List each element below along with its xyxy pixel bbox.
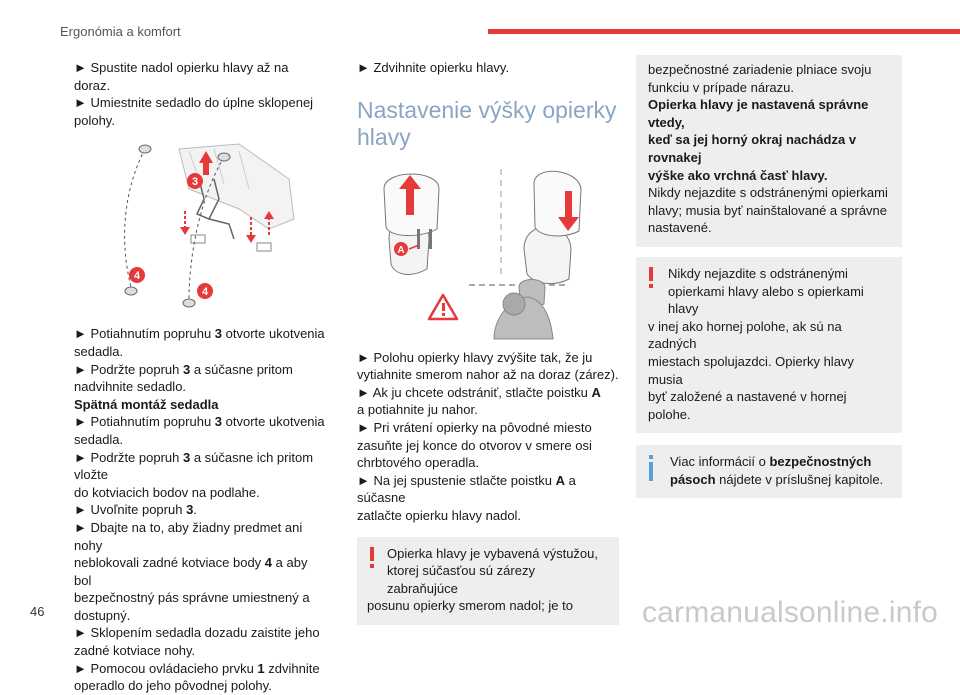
text-run: otvorte ukotvenia: [222, 326, 325, 342]
text-run: a súčasne: [357, 472, 576, 506]
text-line: [357, 401, 619, 419]
warning-text-line: v inej ako hornej polohe, ak sú na zadných: [648, 318, 842, 352]
warning-box-rear-passengers: [636, 257, 902, 433]
info-box-seatbelts: [636, 445, 902, 498]
text-line: [74, 501, 326, 519]
text-line: [74, 519, 326, 554]
text-run: hlavy; musia byť nainštalované a správne: [648, 202, 888, 218]
text-run: a aby bol: [74, 555, 308, 588]
text-line: [74, 677, 326, 695]
text-line: [357, 349, 619, 367]
warning-text-line: miestach spolujazdci. Opierky hlavy musia: [648, 353, 854, 387]
text-line: [74, 343, 326, 361]
warning-text-line: opierkami hlavy alebo s opierkami hlavy: [668, 283, 864, 317]
text-run: chrbtového operadla.: [357, 455, 480, 471]
text-run: .: [193, 502, 197, 518]
text-run: ► Polohu opierky hlavy zvýšite tak, že ju: [357, 349, 593, 365]
text-line: [74, 325, 326, 343]
text-run: ► Ak ju chcete odstrániť, stlačte poistku: [357, 384, 592, 400]
text-run: do kotviacich bodov na podlahe.: [74, 484, 260, 500]
seat-anchor-drawing: [119, 139, 299, 319]
text-run: ► Dbajte na to, aby žiadny predmet ani nohy: [74, 519, 303, 553]
text-bold: výške ako vrchná časť hlavy.: [648, 167, 828, 183]
text-run: operadlo do jeho pôvodnej polohy.: [74, 678, 272, 694]
text-run: ► Potiahnutím popruhu: [74, 326, 215, 342]
callout-3-label: 3: [191, 176, 199, 189]
text-line: [648, 184, 890, 202]
text-line: [357, 507, 619, 525]
section-title: [357, 97, 619, 151]
seat-anchor-illustration: [119, 139, 299, 319]
text-line: [648, 96, 890, 131]
text-run: sedadla.: [74, 431, 124, 447]
text-bold: A: [555, 472, 565, 488]
text-run: ► Pri vrátení opierky na pôvodné miesto: [357, 419, 592, 435]
text-run: ► Potiahnutím popruhu: [74, 414, 215, 430]
text-line: [648, 79, 890, 97]
headrest-instructions: [357, 349, 619, 525]
info-box-headrest-adjustment: [636, 55, 902, 247]
text-bold: A: [591, 384, 601, 400]
text-run: sedadla.: [74, 343, 124, 359]
text-run: a potiahnite ju nahor.: [357, 402, 478, 418]
info-text: Viac informácií o: [670, 454, 770, 470]
info-text: nájdete v príslušnej kapitole.: [715, 471, 884, 487]
text-run: otvorte ukotvenia: [222, 414, 325, 430]
text-line: [648, 131, 890, 166]
text-bold: 3: [214, 414, 223, 430]
text-bold: 3: [182, 449, 191, 465]
text-run: a súčasne pritom: [190, 361, 293, 377]
warning-icon: [648, 267, 654, 289]
text-run: ► Uvoľnite popruh: [74, 502, 187, 518]
text-line: [74, 396, 326, 414]
text-bold: 1: [257, 660, 265, 676]
warning-box-reinforcement: [357, 537, 619, 625]
headrest-illustration: [369, 169, 609, 339]
seat-removal-instructions: [74, 325, 326, 694]
text-line: [74, 554, 326, 589]
text-run: vytiahnite smerom nahor až na doraz (zárez).: [357, 367, 619, 383]
text-line: [357, 419, 619, 437]
info-icon: [648, 455, 654, 481]
text-run: bezpečnostný pás správne umiestnený a: [74, 590, 310, 606]
text-run: dostupný.: [74, 607, 131, 623]
callout-a-label: A: [397, 244, 405, 256]
text-run: ► Pomocou ovládacieho prvku: [74, 660, 258, 676]
text-run: ► Na jej spustenie stlačte poistku: [357, 472, 556, 488]
text-run: nadvihnite sedadlo.: [74, 379, 187, 395]
text-run: zdvihnite: [264, 660, 320, 676]
text-line: [648, 202, 890, 220]
text-line: [357, 472, 619, 507]
text-run: bezpečnostné zariadenie plniace svoju: [648, 62, 872, 77]
warning-text-line: posunu opierky smerom nadol; je to: [367, 598, 573, 614]
text-run: a súčasne ich pritom vložte: [74, 449, 314, 483]
text-line: ► Zdvihnite opierku hlavy.: [357, 60, 510, 75]
text-line: [357, 384, 619, 402]
text-run: funkciu v prípade nárazu.: [648, 79, 794, 95]
text-line: polohy.: [74, 112, 115, 128]
text-line: [648, 219, 890, 237]
warning-icon: [369, 547, 375, 569]
site-watermark: carmanualsonline.info: [641, 596, 938, 629]
column-right: [636, 55, 902, 498]
text-line: [74, 660, 326, 678]
text-bold: keď sa jej horný okraj nachádza v rovnakej: [648, 132, 857, 165]
text-line: [74, 378, 326, 396]
header-accent-bar: [488, 29, 960, 34]
page-number: 46: [30, 604, 45, 619]
text-bold: 3: [182, 361, 191, 377]
section-title-line: hlavy: [357, 123, 411, 150]
text-bold: Spätná montáž sedadla: [74, 396, 219, 412]
callout-4-right-label: 4: [201, 286, 209, 299]
text-run: ► Podržte popruh: [74, 361, 183, 377]
section-title-line: Nastavenie výšky opierky: [357, 96, 617, 123]
text-run: zasuňte jej konce do otvorov v smere osi: [357, 437, 592, 453]
text-line: ► Spustite nadol opierku hlavy až na doraz.: [74, 60, 289, 93]
headrest-drawing: [369, 169, 609, 339]
text-line: ► Umiestnite sedadlo do úplne sklopenej: [74, 95, 314, 111]
text-line: [74, 413, 326, 431]
text-line: [74, 607, 326, 625]
text-line: [648, 167, 890, 185]
text-bold: 3: [214, 326, 223, 342]
text-run: zatlačte opierku hlavy nadol.: [357, 507, 522, 523]
info-text-bold: pásoch: [670, 471, 716, 487]
text-bold: 3: [186, 502, 194, 518]
text-run: ► Sklopením sedadla dozadu zaistite jeho: [74, 625, 320, 641]
info-text-bold: bezpečnostných: [769, 454, 872, 470]
warning-text-line: byť založené a nastavené v hornej polohe.: [648, 389, 847, 422]
text-line: [74, 589, 326, 607]
text-line: [357, 437, 619, 455]
text-run: Nikdy nejazdite s odstránenými opierkami: [648, 185, 888, 201]
text-line: [74, 624, 326, 642]
text-bold: Opierka hlavy je nastavená správne vtedy,: [648, 97, 869, 130]
warning-text-line: Nikdy nejazdite s odstránenými: [668, 265, 848, 281]
column-middle: [357, 59, 619, 625]
text-line: [74, 431, 326, 449]
text-line: [357, 366, 619, 384]
warning-text-line: ktorej súčasťou sú zárezy zabraňujúce: [387, 563, 535, 596]
text-line: [357, 454, 619, 472]
text-line: [74, 449, 326, 484]
text-run: ► Podržte popruh: [74, 449, 183, 465]
text-bold: 4: [264, 555, 273, 571]
column-left: [74, 59, 326, 695]
text-line: [74, 484, 326, 502]
text-line: [74, 642, 326, 660]
warning-text-line: Opierka hlavy je vybavená výstužou,: [387, 545, 598, 561]
running-header: Ergonómia a komfort: [60, 24, 181, 39]
callout-4-left-label: 4: [133, 270, 141, 283]
text-run: zadné kotviace nohy.: [74, 643, 196, 659]
intro-steps: [74, 59, 326, 129]
text-line: [648, 61, 890, 79]
text-run: neblokovali zadné kotviace body: [74, 555, 265, 571]
text-line: [74, 361, 326, 379]
text-run: nastavené.: [648, 220, 712, 236]
